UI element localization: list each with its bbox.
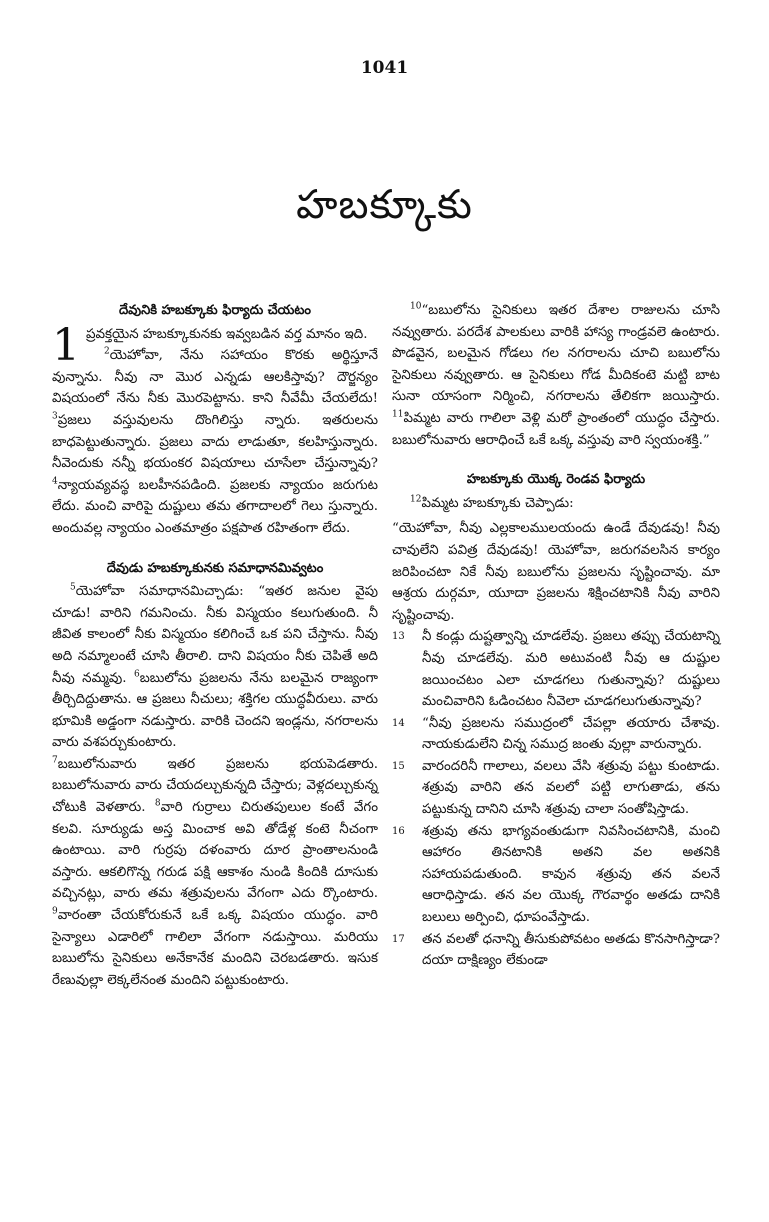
poem-stanza [392,626,720,712]
verse-number: 7 [52,755,58,766]
verse-text: ప్రవక్తయైన హబక్కూకునకు ఇవ్వబడిన వర్త మానం ఇది. [86,326,368,342]
verse-paragraph [392,493,720,515]
verse-paragraph [52,581,378,754]
verse-text: వారందరినీ గాలాలు, వలలు వేసి శత్రువు పట్టు కుంటాడు. శత్రువు వారిని తన వలలో పట్టి లాగుతాడు, తను పట్టుకున్న దానిని చూసి శత్రువు చాలా సంతోషిస్తాడు. [422,758,720,818]
verse-text: వారంతా చేయకోరుకునే ఒకే ఒక్క విషయం యుద్ధం. వారి సైన్యాలు ఎడారిలో గాలిలా వేగంగా నడుస్తాయి. మరియు బబులోను సైనికులు అనేకానేక మందిని చెరబడతారు. ఇసుక రేణువుల్లా లెక్కలేనంత మందిని పట్టుకుంటారు. [52,908,378,988]
verse-number: 5 [70,582,76,593]
chapter-number: 1 [52,319,80,371]
verse-text: తన వలతో ధనాన్ని తీసుకుపోవటం అతడు కొనసాగిస్తాడా? దయా దాక్షిణ్యం లేకుండా [422,931,720,969]
verse-text: “యెహోవా, నీవు ఎల్లకాలములయందు ఉండే దేవుడవు! నీవు చావులేని పవిత్ర దేవుడవు! యెహోవా, జరుగవలసిన కార్యం జరిపించటా నికే నీవు బబులోను ప్రజలను సృష్టించావు. మా ఆశ్రయ దుర్గమా, యూదా ప్రజలను శిక్షించటానికి నీవు వారిని సృష్టించావు. [392,521,720,623]
verse-text: యెహోవా, నేను సహాయం కొరకు అర్థిస్తూనే వున్నాను. నీవు నా మొర ఎన్నడు ఆలకిస్తావు? దౌర్జన్యం విషయంలో నేను నీకు మొరపెట్టాను. కాని నీవేమీ చేయలేదు! [52,348,378,407]
verse-number: 4 [52,476,58,487]
verse-paragraph [52,319,378,371]
verse-number: 14 [392,717,405,729]
verse-text: యెహోవా సమాధానమిచ్చాడు: “ఇతర జనుల వైపు చూడు! వారిని గమనించు. నీకు విస్మయం కలుగుతుంది. నీ జీవిత కాలంలో నీకు విస్మయం కలిగించే ఒక పని చేస్తాను. నీవు అది నమ్మాలంటే చూసి తీరాలి. దాని విషయం నీకు చెపితే అది నీవు నమ్మవు. [52,584,378,686]
verse-number: 16 [392,825,405,837]
poem-stanza [392,713,720,756]
verse-text: బబులోనువారు ఇతర ప్రజలను భయపెడతారు. బబులోనువారు వారు చేయదల్చుకున్నది చేస్తారు; వెళ్లదల్చుకున్న చోటుకి వెళతారు. [52,756,378,816]
right-column [392,300,720,972]
verse-paragraph [52,754,378,992]
poem-stanza [392,756,720,821]
verse-text: న్యాయవ్యవస్థ బలహీనపడింది. ప్రజలకు న్యాయం జరుగుట లేదు. మంచి వారిపై దుష్టులు తమ తగాదాలలో గెలు స్తున్నారు. అందువల్ల న్యాయం ఎంతమాత్రం పక్షపాత రహితంగా లేదు. [52,477,378,536]
verse-text: “నీవు ప్రజలను సముద్రంలో చేపల్లా తయారు చేశావు. నాయకుడులేని చిన్న సముద్ర జంతు వుల్లా వారున్నారు. [422,715,720,753]
verse-paragraph [392,300,720,451]
verse-paragraph [52,345,378,539]
verse-number: 15 [392,760,405,772]
verse-number: 10 [410,301,422,312]
section-heading: దేవునికి హబక్కూకు ఫిర్యాదు చేయటం [118,303,312,318]
verse-text: పిమ్మట వారు గాలిలా వెళ్లి మరో ప్రాంతంలో యుద్ధం చేస్తారు. బబులోనువారు ఆరాధించే ఒకే ఒక్క వస్తువు వారి స్వయంశక్తి.” [392,410,720,448]
left-column [52,300,378,991]
verse-text: పిమ్మట హబక్కూకు చెప్పాడు: [421,495,574,511]
verse-number: 8 [154,798,161,809]
verse-number: 13 [392,631,405,643]
verse-text: “బబులోను సైనికులు ఇతర దేశాల రాజులను చూసి నవ్వుతారు. పరదేశ పాలకులు వారికి హాస్య గాండ్రవలె ఉంటారు. పొడవైన, బలమైన గోడలు గల నగరాలను చూచి బబులోను సైనికులు నవ్వుతారు. ఆ సైనికులు గోడ మీదికంటె మట్టి బాట సునా యాసంగా నిర్మించి, నగరాలను తేలికగా జయిస్తారు. [392,303,720,405]
verse-number: 9 [52,906,58,917]
poem-stanza [392,518,720,626]
poem-stanza [392,821,720,929]
verse-number: 17 [392,933,405,945]
poem-stanza [392,929,720,972]
verse-text: నీ కండ్లు దుష్టత్వాన్ని చూడలేవు. ప్రజలు తప్పు చేయటాన్ని నీవు చూడలేవు. మరి అటువంటి నీవు ఆ దుష్టుల జయించటం ఎలా చూడగలు గుతున్నావు? దుష్టులు మంచివారిని ఓడించటం నీవెలా చూడగలుగుతున్నావు? [422,629,720,710]
book-title: హబక్కూకు [296,182,473,228]
verse-number: 6 [133,669,140,680]
page-number: 1041 [360,58,409,78]
verse-number: 3 [52,411,58,422]
verse-text: శత్రువు తను భాగ్యవంతుడుగా నివసించటానికి, మంచి ఆహారం తినటానికి అతని వల అతనికి సహాయపడుతుంది. కావున శత్రువు తన వలనే ఆరాధిస్తాడు. తన వల యొక్క గౌరవార్థం అతడు దానికి బలులు అర్పించి, ధూపంవేస్తాడు. [422,823,720,926]
verse-number: 2 [104,346,110,357]
section-heading: దేవుడు హబక్కూకునకు సమాధానమివ్వటం [106,560,324,576]
verse-number: 11 [392,409,404,420]
verse-number: 12 [410,494,422,505]
verse-text: బబులోను ప్రజలను నేను బలమైన రాజ్యంగా తీర్చిదిద్దుతాను. ఆ ప్రజలు నీచులు; శక్తిగల యుద్ధవీరులు. వారు భూమికి అడ్డంగా నడుస్తారు. వారికి చెందని ఇండ్లను, నగరాలను వారు వశపర్చుకుంటారు. [52,670,378,751]
poem-block [392,518,720,971]
verse-text: వారి గుర్రాలు చిరుతపులుల కంటే వేగం కలవి. సూర్యుడు అస్త మించాక అవి తోడేళ్ల కంటె నీచంగా ఉంటాయి. వారి గుర్రపు దళంవారు దూర ప్రాంతాలనుండి వస్తారు. ఆకలిగొన్న గరుడ పక్షి ఆకాశం నుండి కిందికి దూసుకు వచ్చినట్లు, వారు తమ శత్రువులను వేగంగా ఎదు ర్కొంటారు. [52,800,378,902]
section-heading: హబక్కూకు యొక్క రెండవ ఫిర్యాదు [466,472,646,488]
verse-text: ప్రజలు వస్తువులను దొంగిలిస్తు న్నారు. ఇతరులను బాధపెట్టుతున్నారు. ప్రజలు వాదు లాడుతూ, కలహిస్తున్నారు. నీవెందుకు నన్నీ భయంకర విషయాలు చూసేలా చేస్తున్నావు? [52,412,378,472]
